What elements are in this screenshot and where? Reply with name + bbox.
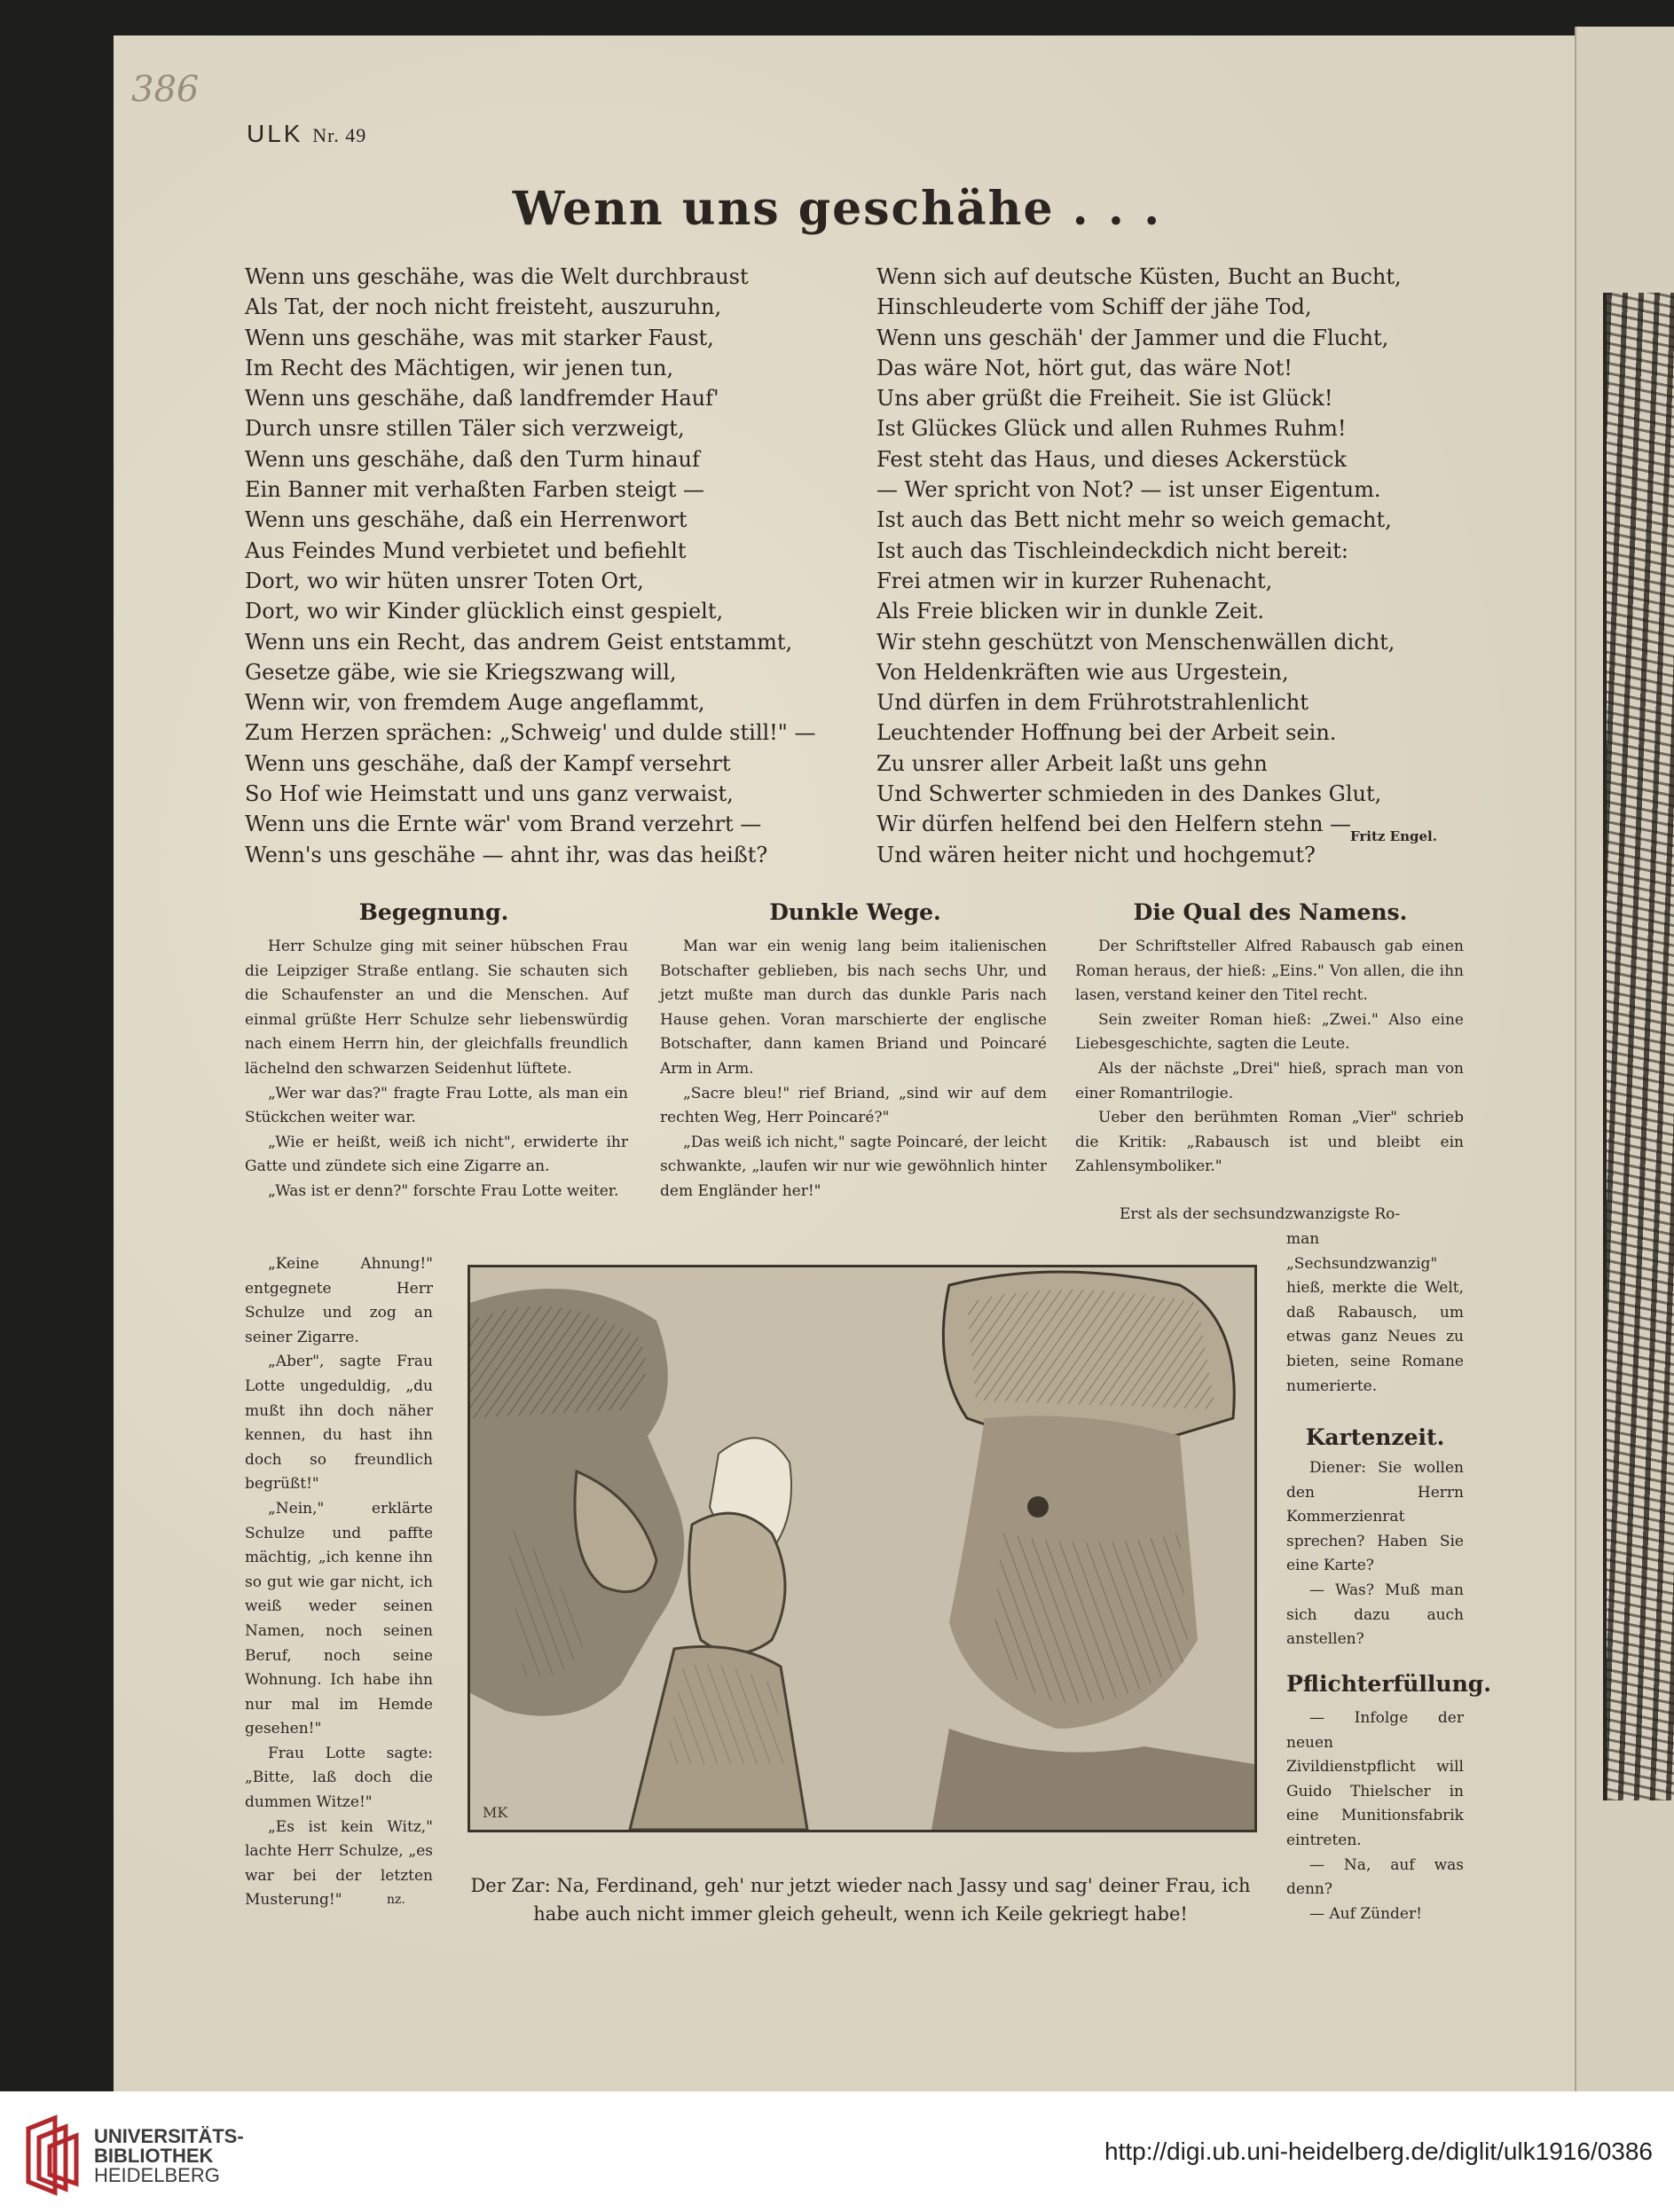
qual-paragraph: Ueber den berühmten Roman „Vier" schrieb die Kritik: „Rabausch ist und bleibt ein Zahlensymboliker." xyxy=(1075,1109,1464,1176)
poem-right-column xyxy=(876,262,1402,870)
pflicht-title: Pflichterfüllung. xyxy=(1286,1671,1491,1697)
poem-title: Wenn uns geschähe . . . xyxy=(512,182,1162,236)
begegnung-paragraph: „Aber", sagte Frau Lotte ungeduldig, „du mußt ihn doch näher kennen, du hast ihn doch so freundlich begrüßt!" xyxy=(245,1353,433,1494)
poem-line: Gesetze gäbe, wie sie Kriegszwang will, xyxy=(245,659,677,685)
library-name-line3: HEIDELBERG xyxy=(94,2164,220,2186)
poem-line: Ein Banner mit verhaßten Farben steigt — xyxy=(245,477,705,503)
issue-number: Nr. 49 xyxy=(312,124,367,146)
poem-line: Wenn uns geschähe, daß der Kampf versehrt xyxy=(245,750,731,776)
poem-line: Wenn sich auf deutsche Küsten, Bucht an Bucht, xyxy=(876,264,1402,289)
poem-line: Wenn uns geschähe, was die Welt durchbraust xyxy=(245,264,749,289)
kartenzeit-text xyxy=(1286,1456,1464,1652)
poem-line: Und wären heiter nicht und hochgemut? xyxy=(876,842,1316,867)
poem-line: Uns aber grüßt die Freiheit. Sie ist Glück! xyxy=(876,386,1333,412)
poem-line: So Hof wie Heimstatt und uns ganz verwaist, xyxy=(245,781,734,807)
begegnung-paragraph: Herr Schulze ging mit seiner hübschen Frau die Leipziger Straße entlang. Sie schauten sich die Schaufenster an und die Menschen. Auf einmal grüßte Herr Schulze sehr liebenswürdig nach einem Herrn hin, der gleichfalls freundlich lächelnd den schwarzen Seidenhut lüftete. xyxy=(245,937,628,1078)
poem-line: Und Schwerter schmieden in des Dankes Glut, xyxy=(876,781,1382,807)
pflicht-paragraph: — Infolge der neuen Zivildienstpflicht will Guido Thielscher in eine Munitionsfabrik eintreten. xyxy=(1286,1709,1464,1849)
dunkle-wege-paragraph: „Sacre bleu!" rief Briand, „sind wir auf dem rechten Weg, Herr Poincaré?" xyxy=(660,1084,1047,1127)
adjacent-page-edge xyxy=(1575,27,1674,2091)
poem-line: Wenn uns geschähe, daß landfremder Hauf' xyxy=(245,386,719,412)
caption-line-2: habe auch nicht immer gleich geheult, wenn ich Keile gekriegt habe! xyxy=(533,1903,1188,1925)
qual-text xyxy=(1075,935,1464,1180)
poem-line: Zu unsrer aller Arbeit laßt uns gehn xyxy=(876,750,1268,776)
poem-author: Fritz Engel. xyxy=(1350,828,1437,844)
magazine-header xyxy=(247,120,366,148)
poem-line: Wir dürfen helfend bei den Helfern stehn — xyxy=(876,812,1352,837)
poem-line: Von Heldenkräften wie aus Urgestein, xyxy=(876,659,1289,685)
poem-line: Ist auch das Bett nicht mehr so weich gemacht, xyxy=(876,507,1392,533)
library-name-line2: BIBLIOTHEK xyxy=(94,2145,214,2167)
kartenzeit-title: Kartenzeit. xyxy=(1305,1424,1445,1450)
poem-line: Ist auch das Tischleindeckdich nicht bereit: xyxy=(876,537,1348,563)
begegnung-text-top xyxy=(245,935,628,1204)
adjacent-page-illustration xyxy=(1603,293,1674,1800)
poem-line: Als Tat, der noch nicht freisteht, auszuruhn, xyxy=(245,294,722,320)
poem-line: Und dürfen in dem Frührotstrahlenlicht xyxy=(876,690,1309,716)
poem-line: Zum Herzen sprächen: „Schweig' und dulde still!" — xyxy=(245,720,816,746)
source-url-link[interactable]: http://digi.ub.uni-heidelberg.de/diglit/ulk1916/0386 xyxy=(1104,2137,1653,2165)
poem-line: Wenn uns ein Recht, das andrem Geist entstammt, xyxy=(245,629,793,655)
illustration-caption xyxy=(467,1871,1254,1928)
kartenzeit-paragraph: — Was? Muß man sich dazu auch anstellen? xyxy=(1286,1581,1464,1649)
qual-text-narrow xyxy=(1286,1228,1464,1399)
poem-line: Dort, wo wir Kinder glücklich einst gespielt, xyxy=(245,599,724,624)
university-library-logo-icon xyxy=(20,2111,90,2200)
poem-line: Als Freie blicken wir in dunkle Zeit. xyxy=(876,599,1265,624)
dunkle-wege-paragraph: Man war ein wenig lang beim italienischen Botschafter geblieben, bis nach sechs Uhr, und jetzt mußte man durch das dunkle Paris nach Hause gehen. Voran marschierte der englische Botschafter, dann kamen Briand und Poincaré Arm in Arm. xyxy=(660,937,1047,1078)
poem-line: Frei atmen wir in kurzer Ruhenacht, xyxy=(876,568,1273,593)
qual-text-continued xyxy=(1120,1203,1464,1228)
dunkle-wege-text xyxy=(660,935,1047,1204)
pflicht-paragraph: — Na, auf was denn? xyxy=(1286,1855,1464,1899)
begegnung-paragraph: „Keine Ahnung!" entgegnete Herr Schulze und zog an seiner Zigarre. xyxy=(245,1255,433,1346)
poem-left-column xyxy=(245,262,815,870)
begegnung-text-narrow xyxy=(245,1252,433,1913)
illustration-monogram: MK xyxy=(483,1804,508,1821)
poem-line: Im Recht des Mächtigen, wir jenen tun, xyxy=(245,355,674,380)
handwritten-page-number: 386 xyxy=(131,69,200,110)
qual-continued-line: Erst als der sechsundzwanzigste Ro- xyxy=(1120,1205,1401,1223)
dunkle-wege-paragraph: „Das weiß ich nicht," sagte Poincaré, der leicht schwankte, „laufen wir nur wie gewöhnlich hinter dem Engländer her!" xyxy=(660,1133,1047,1200)
poem-line: Aus Feindes Mund verbietet und befiehlt xyxy=(245,537,687,563)
poem-line: Wenn uns geschähe, daß ein Herrenwort xyxy=(245,507,688,533)
poem-line: Wenn uns die Ernte wär' vom Brand verzehrt — xyxy=(245,812,762,837)
poem-line: Ist Glückes Glück und allen Ruhmes Ruhm! xyxy=(876,416,1347,442)
qual-narrow-paragraph: man „Sechsundzwanzig" hieß, merkte die Welt, daß Rabausch, um etwas ganz Neues zu bieten, seine Romane numerierte. xyxy=(1286,1230,1464,1395)
poem-line: Fest steht das Haus, und dieses Ackerstück xyxy=(876,446,1347,472)
begegnung-title: Begegnung. xyxy=(358,899,509,925)
begegnung-signature: nz. xyxy=(387,1893,405,1907)
begegnung-paragraph: „Wie er heißt, weiß ich nicht", erwiderte ihr Gatte und zündete sich eine Zigarre an. xyxy=(245,1133,628,1176)
caption-line-1: Der Zar: Na, Ferdinand, geh' nur jetzt wieder nach Jassy und sag' deiner Frau, ich xyxy=(470,1875,1251,1896)
poem-line: Leuchtender Hoffnung bei der Arbeit sein. xyxy=(876,720,1337,746)
qual-paragraph: Als der nächste „Drei" hieß, sprach man von einer Romantrilogie. xyxy=(1075,1059,1464,1102)
begegnung-paragraph: „Was ist er denn?" forschte Frau Lotte weiter. xyxy=(268,1181,619,1200)
cartoon-illustration xyxy=(468,1265,1257,1832)
poem-line: Wenn uns geschähe, was mit starker Faust, xyxy=(245,325,714,350)
poem-line: Wenn uns geschäh' der Jammer und die Flucht, xyxy=(876,325,1389,350)
qual-title: Die Qual des Namens. xyxy=(1133,899,1408,925)
poem-line: Hinschleuderte vom Schiff der jähe Tod, xyxy=(876,294,1312,320)
begegnung-paragraph: Frau Lotte sagte: „Bitte, laß doch die dummen Witze!" xyxy=(245,1744,433,1812)
dunkle-wege-title: Dunkle Wege. xyxy=(769,899,941,925)
begegnung-paragraph: „Wer war das?" fragte Frau Lotte, als man ein Stückchen weiter war. xyxy=(245,1084,628,1127)
poem-line: — Wer spricht von Not? — ist unser Eigentum. xyxy=(876,477,1381,503)
library-footer xyxy=(0,2091,1674,2212)
poem-line: Wir stehn geschützt von Menschenwällen dicht, xyxy=(876,629,1395,655)
begegnung-paragraph: „Nein," erklärte Schulze und paffte mächtig, „ich kenne ihn so gut wie gar nicht, ich weiß weder seinen Namen, noch seinen Beruf, noch seine Wohnung. Ich habe ihn nur mal im Hemde gesehen!" xyxy=(245,1499,433,1738)
poem-line: Wenn's uns geschähe — ahnt ihr, was das heißt? xyxy=(245,842,768,867)
poem-line: Wenn wir, von fremdem Auge angeflammt, xyxy=(245,690,705,716)
pflicht-text xyxy=(1286,1706,1464,1926)
kartenzeit-paragraph: Diener: Sie wollen den Herrn Kommerzienrat sprechen? Haben Sie eine Karte? xyxy=(1286,1459,1464,1575)
cartoon-drawing xyxy=(470,1267,1254,1830)
pflicht-paragraph: — Auf Zünder! xyxy=(1309,1904,1422,1923)
library-name-line1: UNIVERSITÄTS- xyxy=(94,2125,244,2147)
qual-paragraph: Der Schriftsteller Alfred Rabausch gab einen Roman heraus, der hieß: „Eins." Von allen, die ihn lasen, verstand keiner den Titel recht. xyxy=(1075,937,1464,1005)
library-name xyxy=(94,2127,244,2185)
qual-paragraph: Sein zweiter Roman hieß: „Zwei." Also eine Liebesgeschichte, sagten die Leute. xyxy=(1075,1010,1464,1054)
poem-line: Das wäre Not, hört gut, das wäre Not! xyxy=(876,355,1293,380)
poem-line: Durch unsre stillen Täler sich verzweigt, xyxy=(245,416,685,442)
magazine-title: ULK xyxy=(247,120,303,147)
poem-line: Wenn uns geschähe, daß den Turm hinauf xyxy=(245,446,700,472)
poem-line: Dort, wo wir hüten unsrer Toten Ort, xyxy=(245,568,644,593)
begegnung-paragraph: „Es ist kein Witz," lachte Herr Schulze, „es war bei der letzten Musterung!" xyxy=(245,1817,433,1910)
